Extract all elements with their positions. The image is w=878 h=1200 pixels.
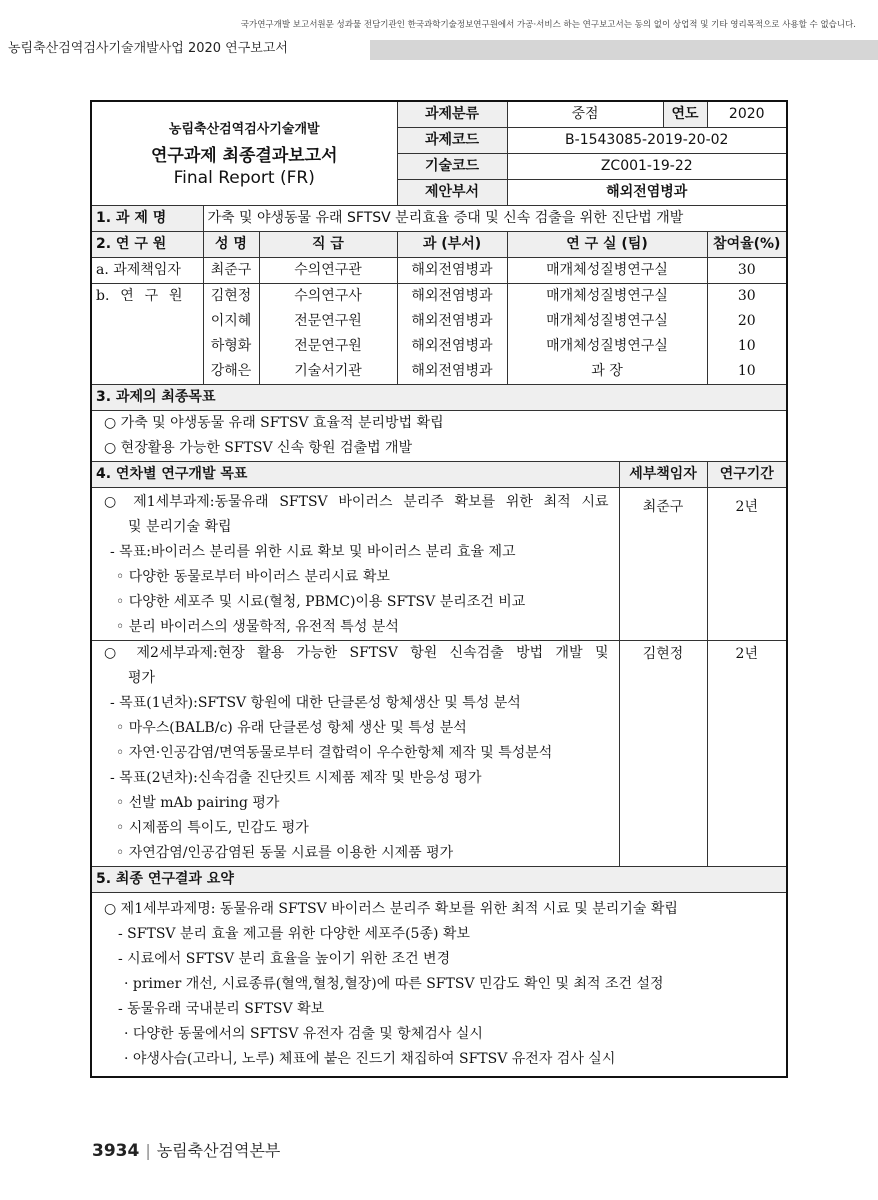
member-names bbox=[203, 284, 259, 385]
page-header bbox=[0, 36, 878, 62]
summary-line: · 야생사슴(고라니, 노루) 체표에 붙은 진드기 채집하여 SFTSV 유전자 검사 실시 bbox=[124, 1051, 616, 1067]
member-shares bbox=[707, 284, 787, 385]
member-positions bbox=[259, 284, 397, 385]
year-label: 연도 bbox=[663, 101, 707, 128]
member-share: 30 bbox=[737, 288, 756, 304]
report-table bbox=[90, 100, 788, 1078]
member-lab: 매개체성질병연구실 bbox=[546, 288, 668, 304]
copyright-notice: 국가연구개발 보고서원문 성과물 전담기관인 한국과학기술정보연구원에서 가공·서비스 하는 연구보고서는 동의 없이 상업적 및 기타 영리목적으로 사용할 수 없습니다. bbox=[240, 20, 856, 30]
member-share: 10 bbox=[737, 363, 756, 379]
task2-line: ◦ 마우스(BALB/c) 유래 단클론성 항체 생산 및 특성 분석 bbox=[116, 720, 467, 736]
summary-line: - 시료에서 SFTSV 분리 효율을 높이기 위한 조건 변경 bbox=[118, 951, 451, 967]
task2-line: 평가 bbox=[128, 670, 156, 686]
task1-line: ◦ 다양한 동물로부터 바이러스 분리시료 확보 bbox=[116, 569, 390, 585]
task2-line: - 목표(2년차):신속검출 진단킷트 시제품 제작 및 반응성 평가 bbox=[110, 770, 482, 786]
year-value: 2020 bbox=[707, 101, 787, 128]
lead-header: 세부책임자 bbox=[619, 462, 707, 488]
member-name: 김현정 bbox=[210, 288, 252, 304]
member-dept: 해외전염병과 bbox=[411, 338, 493, 354]
page-footer bbox=[92, 1138, 280, 1161]
member-lab: 과 장 bbox=[591, 363, 623, 379]
tech-code-value: ZC001-19-22 bbox=[507, 154, 787, 180]
task2-body bbox=[91, 641, 619, 867]
col-dept: 과 (부서) bbox=[397, 232, 507, 258]
header-title: 농림축산검역검사기술개발사업 2020 연구보고서 bbox=[0, 36, 370, 62]
summary-line: - 동물유래 국내분리 SFTSV 확보 bbox=[118, 1001, 325, 1017]
code-value: B-1543085-2019-20-02 bbox=[507, 128, 787, 154]
title-line-2: 연구과제 최종결과보고서 bbox=[150, 145, 338, 166]
pi-label: a. 과제책임자 bbox=[91, 258, 203, 284]
task2-period: 2년 bbox=[707, 641, 787, 867]
footer-separator: | bbox=[145, 1141, 151, 1160]
member-position: 수의연구사 bbox=[294, 288, 362, 304]
yearly-label: 4. 연차별 연구개발 목표 bbox=[91, 462, 619, 488]
member-share: 10 bbox=[737, 338, 756, 354]
dept-label: 제안부서 bbox=[397, 180, 507, 206]
pi-name: 최준구 bbox=[203, 258, 259, 284]
summary-line: ○ 제1세부과제명: 동물유래 SFTSV 바이러스 분리주 확보를 위한 최적 시료 및 분리기술 확립 bbox=[104, 901, 678, 917]
summary-body bbox=[91, 893, 787, 1078]
pi-position: 수의연구관 bbox=[259, 258, 397, 284]
col-share: 참여율(%) bbox=[707, 232, 787, 258]
member-dept: 해외전염병과 bbox=[411, 288, 493, 304]
task2-line: ◦ 자연·인공감염/면역동물로부터 결합력이 우수한항체 제작 및 특성분석 bbox=[116, 745, 553, 761]
pi-share: 30 bbox=[707, 258, 787, 284]
member-lab: 매개체성질병연구실 bbox=[546, 338, 668, 354]
members-label-cell bbox=[91, 284, 203, 385]
summary-line: · primer 개선, 시료종류(혈액,혈청,혈장)에 따른 SFTSV 민감도 확인 및 최적 조건 설정 bbox=[124, 976, 664, 992]
task2-line: ◦ 선발 mAb pairing 평가 bbox=[116, 795, 280, 811]
task1-period: 2년 bbox=[707, 488, 787, 641]
report-title bbox=[91, 101, 397, 206]
dept-value: 해외전염병과 bbox=[507, 180, 787, 206]
goal-body bbox=[91, 411, 787, 462]
footer-org: 농림축산검역본부 bbox=[156, 1141, 281, 1160]
task2-line: ◦ 자연감염/인공감염된 동물 시료를 이용한 시제품 평가 bbox=[116, 845, 454, 861]
task1-line: - 목표:바이러스 분리를 위한 시료 확보 및 바이러스 분리 효율 제고 bbox=[110, 544, 516, 560]
member-share: 20 bbox=[737, 313, 756, 329]
task1-line: ◦ 다양한 세포주 및 시료(혈청, PBMC)이용 SFTSV 분리조건 비교 bbox=[116, 594, 526, 610]
task1-line: ◦ 분리 바이러스의 생물학적, 유전적 특성 분석 bbox=[116, 619, 399, 635]
task2-line: ◦ 시제품의 특이도, 민감도 평가 bbox=[116, 820, 309, 836]
member-labs bbox=[507, 284, 707, 385]
goal-item: ○ 현장활용 가능한 SFTSV 신속 항원 검출법 개발 bbox=[104, 440, 413, 456]
task1-body bbox=[91, 488, 619, 641]
page-number: 3934 bbox=[92, 1141, 140, 1161]
title-line-1: 농림축산검역검사기술개발 bbox=[168, 121, 320, 137]
title-line-3: Final Report (FR) bbox=[173, 167, 315, 188]
subject-value: 가축 및 야생동물 유래 SFTSV 분리효율 증대 및 신속 검출을 위한 진단법 개발 bbox=[203, 206, 787, 232]
summary-label: 5. 최종 연구결과 요약 bbox=[91, 867, 787, 893]
member-position: 전문연구원 bbox=[294, 313, 362, 329]
researchers-label: 2. 연 구 원 bbox=[91, 232, 203, 258]
member-name: 이지혜 bbox=[210, 313, 252, 329]
summary-line: - SFTSV 분리 효율 제고를 위한 다양한 세포주(5종) 확보 bbox=[118, 926, 470, 942]
tech-code-label: 기술코드 bbox=[397, 154, 507, 180]
member-lab: 매개체성질병연구실 bbox=[546, 313, 668, 329]
col-name: 성 명 bbox=[203, 232, 259, 258]
member-depts bbox=[397, 284, 507, 385]
col-lab: 연 구 실 (팀) bbox=[507, 232, 707, 258]
pi-dept: 해외전염병과 bbox=[397, 258, 507, 284]
task1-line: ○ 제1세부과제:동물유래 SFTSV 바이러스 분리주 확보를 위한 최적 시료 bbox=[104, 494, 609, 510]
member-dept: 해외전염병과 bbox=[411, 313, 493, 329]
goal-label: 3. 과제의 최종목표 bbox=[91, 385, 787, 411]
task1-lead: 최준구 bbox=[619, 488, 707, 641]
col-position: 직 급 bbox=[259, 232, 397, 258]
task1-line: 및 분리기술 확립 bbox=[128, 519, 232, 535]
period-header: 연구기간 bbox=[707, 462, 787, 488]
pi-lab: 매개체성질병연구실 bbox=[507, 258, 707, 284]
task2-lead: 김현정 bbox=[619, 641, 707, 867]
code-label: 과제코드 bbox=[397, 128, 507, 154]
member-position: 기술서기관 bbox=[294, 363, 362, 379]
members-label: b. 연 구 원 bbox=[96, 288, 183, 304]
member-dept: 해외전염병과 bbox=[411, 363, 493, 379]
summary-line: · 다양한 동물에서의 SFTSV 유전자 검출 및 항체검사 실시 bbox=[124, 1026, 483, 1042]
member-name: 하형화 bbox=[210, 338, 252, 354]
category-value: 중점 bbox=[507, 101, 663, 128]
member-position: 전문연구원 bbox=[294, 338, 362, 354]
task2-line: ○ 제2세부과제:현장 활용 가능한 SFTSV 항원 신속검출 방법 개발 및 bbox=[104, 645, 609, 661]
task2-line: - 목표(1년차):SFTSV 항원에 대한 단클론성 항체생산 및 특성 분석 bbox=[110, 695, 521, 711]
category-label: 과제분류 bbox=[397, 101, 507, 128]
member-name: 강해은 bbox=[210, 363, 252, 379]
goal-item: ○ 가축 및 야생동물 유래 SFTSV 효율적 분리방법 확립 bbox=[104, 415, 444, 431]
subject-label: 1. 과 제 명 bbox=[91, 206, 203, 232]
